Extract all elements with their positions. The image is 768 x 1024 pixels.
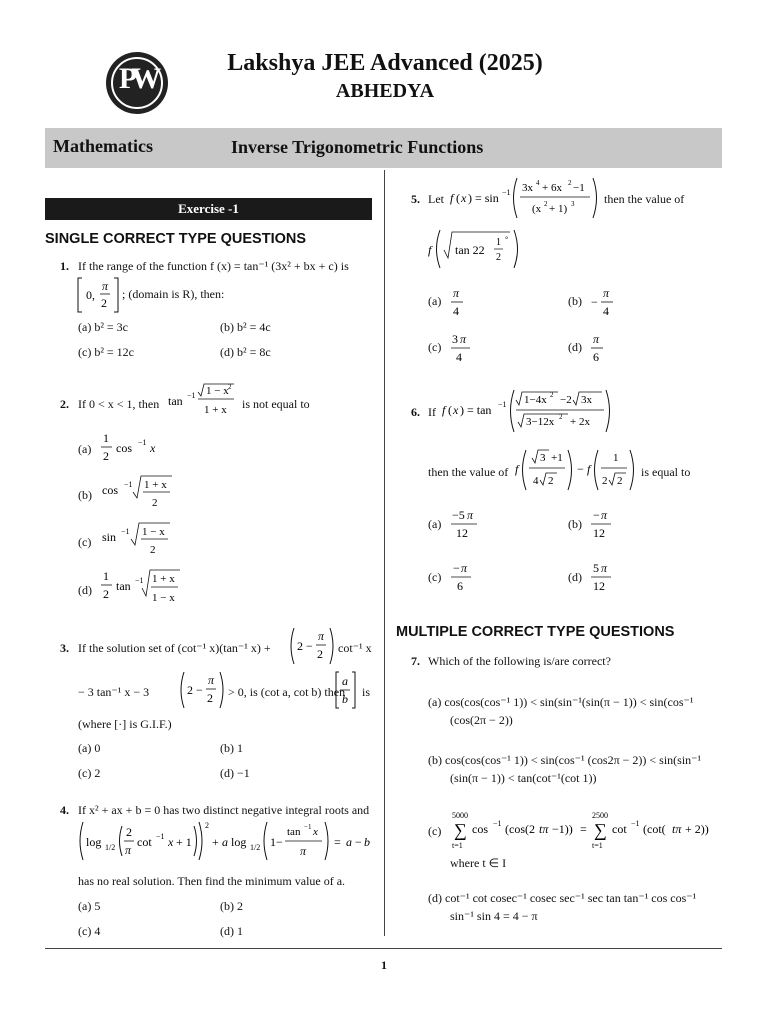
svg-text:cos: cos — [102, 483, 118, 497]
q5-option-d-label: (d) — [568, 340, 582, 354]
svg-text:1: 1 — [496, 237, 501, 248]
svg-text:1 − x: 1 − x — [152, 592, 175, 604]
q6-option-b-expr — [590, 506, 620, 542]
q5-number: 5. — [411, 192, 420, 206]
svg-text:π: π — [300, 844, 307, 858]
q6-option-a-label: (a) — [428, 517, 442, 531]
q7-number: 7. — [411, 654, 420, 668]
svg-text:f: f — [428, 243, 432, 257]
q1-option-a: (a) b² = 3c — [78, 320, 129, 334]
svg-text:a: a — [346, 835, 352, 849]
svg-text:π: π — [601, 561, 608, 575]
pw-logo — [106, 52, 168, 114]
svg-text:−: − — [593, 508, 600, 522]
q2-option-d-label: (d) — [78, 583, 92, 597]
svg-text:2: 2 — [548, 475, 554, 487]
svg-text:π: π — [461, 561, 468, 575]
q2-option-c-label: (c) — [78, 535, 92, 549]
svg-text:π: π — [601, 508, 608, 522]
svg-text:cos: cos — [472, 822, 488, 836]
svg-text:1: 1 — [103, 569, 109, 583]
svg-text:−5: −5 — [452, 508, 465, 522]
svg-text:x: x — [461, 191, 467, 205]
svg-text:2: 2 — [103, 587, 109, 601]
q5-option-a-expr — [450, 284, 470, 320]
q7-option-b-line1: (b) cos(cos(cos⁻¹ 1)) < sin(cos⁻¹ (cos2π − 2)) < sin(sin⁻¹ — [428, 753, 702, 767]
svg-text:π: π — [460, 332, 467, 346]
svg-text:+ 2)): + 2)) — [685, 822, 709, 836]
svg-text:2 −: 2 − — [297, 639, 313, 653]
svg-text:2: 2 — [101, 296, 107, 310]
svg-text:∑: ∑ — [594, 820, 607, 840]
svg-text:1 + x: 1 + x — [204, 404, 227, 416]
q5-option-c-label: (c) — [428, 340, 442, 354]
svg-text:1−: 1− — [270, 835, 283, 849]
svg-text:3x: 3x — [581, 394, 592, 406]
svg-text:2: 2 — [152, 497, 158, 509]
svg-text:b: b — [342, 692, 348, 706]
svg-text:t=1: t=1 — [592, 841, 603, 850]
svg-text:+ 1: + 1 — [176, 835, 192, 849]
svg-text:−1: −1 — [631, 819, 640, 828]
svg-text:−1: −1 — [498, 400, 507, 409]
svg-text:2: 2 — [602, 475, 608, 487]
svg-text:=: = — [334, 835, 341, 849]
svg-text:t=1: t=1 — [452, 841, 463, 850]
svg-text:tan 22: tan 22 — [455, 243, 485, 257]
q7-option-a-line2: (cos(2π − 2)) — [450, 713, 513, 727]
svg-text:−1: −1 — [138, 438, 147, 447]
q7-option-d-line2: sin⁻¹ sin 4 = 4 − π — [450, 909, 538, 923]
q6-pre: If — [428, 405, 436, 419]
svg-text:2: 2 — [496, 252, 501, 263]
svg-text:cot: cot — [137, 835, 152, 849]
svg-text:−1: −1 — [121, 527, 130, 536]
q3-gif-fraction — [334, 670, 358, 710]
svg-text:π: π — [603, 286, 610, 300]
q3-line1a: If the solution set of (cot⁻¹ x)(tan⁻¹ x) + — [78, 641, 271, 655]
subject-band — [45, 128, 722, 168]
svg-text:2: 2 — [550, 391, 554, 399]
svg-text:3−12x: 3−12x — [526, 416, 555, 428]
svg-text:3: 3 — [540, 452, 546, 464]
svg-text:cos: cos — [116, 441, 132, 455]
q2-option-d-expr — [100, 566, 190, 608]
q3-line2a: − 3 tan⁻¹ x − 3 — [78, 685, 150, 699]
svg-text:tπ: tπ — [672, 822, 682, 836]
svg-text:2: 2 — [559, 413, 563, 421]
q2-pre: If 0 < x < 1, then — [78, 397, 160, 411]
q3-line3: (where [·] is G.I.F.) — [78, 717, 172, 731]
q3-paren-expr-2 — [178, 670, 228, 710]
svg-text:4: 4 — [536, 179, 540, 187]
svg-text:2: 2 — [126, 825, 132, 839]
svg-text:a: a — [342, 674, 348, 688]
q5-evaluate — [428, 226, 528, 272]
q6-line2-post: is equal to — [641, 465, 691, 479]
q3-line2b: > 0, is (cot a, cot b) then — [228, 685, 346, 699]
q6-evaluate — [515, 446, 640, 494]
q3-option-b: (b) 1 — [220, 741, 243, 755]
q6-line2-pre: then the value of — [428, 465, 509, 479]
logo-text: PW — [118, 62, 156, 95]
svg-text:5: 5 — [593, 561, 599, 575]
svg-text:3: 3 — [571, 200, 575, 208]
q2-option-a-expr — [100, 428, 170, 466]
svg-text:(cot(: (cot( — [643, 822, 666, 836]
svg-text:+ 2x: + 2x — [570, 416, 590, 428]
svg-text:4: 4 — [603, 304, 609, 318]
svg-text:+: + — [212, 835, 219, 849]
svg-text:f: f — [450, 191, 454, 205]
svg-text:f: f — [515, 462, 519, 476]
svg-text:−1: −1 — [573, 182, 585, 194]
svg-text:4: 4 — [453, 304, 459, 318]
svg-text:π: π — [125, 843, 132, 857]
q2-option-c-expr — [100, 519, 180, 559]
q6-function — [442, 386, 614, 436]
svg-text:−1: −1 — [493, 819, 502, 828]
q3-option-d: (d) −1 — [220, 766, 250, 780]
svg-text:1−4x: 1−4x — [524, 394, 547, 406]
q5-option-b-label: (b) — [568, 294, 582, 308]
svg-text:3x: 3x — [522, 182, 533, 194]
q4-option-a: (a) 5 — [78, 899, 101, 913]
section-multiple-correct: MULTIPLE CORRECT TYPE QUESTIONS — [396, 624, 675, 640]
svg-text:tan: tan — [116, 579, 131, 593]
svg-text:−: − — [591, 295, 598, 309]
svg-text:x: x — [150, 441, 156, 455]
svg-text:2 −: 2 − — [187, 683, 203, 697]
q3-line2c: is — [362, 685, 371, 699]
svg-text:−1)): −1)) — [552, 822, 573, 836]
svg-text:2: 2 — [568, 179, 572, 187]
svg-text:2: 2 — [617, 475, 623, 487]
svg-text:(: ( — [456, 191, 460, 205]
svg-text:(: ( — [448, 403, 452, 417]
q7-option-a-line1: (a) cos(cos(cos⁻¹ 1)) < sin(sin⁻¹(sin(π − 1)) < sin(cos⁻¹ — [428, 695, 694, 709]
q7-stem: Which of the following is/are correct? — [428, 654, 611, 668]
svg-text:π: π — [318, 629, 325, 643]
q1-line2: ; (domain is R), then: — [122, 287, 225, 301]
svg-text:1 + x: 1 + x — [152, 573, 175, 585]
q2-option-b-expr — [100, 472, 180, 512]
svg-text:cot: cot — [612, 822, 627, 836]
q5-function — [450, 174, 602, 222]
svg-text:1 − x: 1 − x — [206, 385, 229, 397]
svg-text:π: π — [453, 286, 460, 300]
svg-text:6: 6 — [593, 350, 599, 364]
svg-text:1 − x: 1 − x — [142, 526, 165, 538]
q5-option-c-expr — [450, 330, 476, 366]
q1-line1: If the range of the function f (x) = tan⁻¹ (3x² + bx + c) is — [78, 259, 349, 273]
svg-text:x: x — [453, 403, 459, 417]
q2-post: is not equal to — [242, 397, 310, 411]
subject-label: Mathematics — [53, 136, 153, 156]
svg-text:+ 6x: + 6x — [542, 182, 562, 194]
svg-text:π: π — [208, 673, 215, 687]
q5-option-b-expr — [590, 284, 620, 320]
q6-option-c-expr — [450, 559, 480, 595]
svg-text:−1: −1 — [135, 576, 144, 585]
q3-option-c: (c) 2 — [78, 766, 101, 780]
svg-text:+1: +1 — [551, 452, 563, 464]
svg-text:2: 2 — [150, 544, 156, 556]
q5-option-a-label: (a) — [428, 294, 442, 308]
page-title: Lakshya JEE Advanced (2025) — [227, 50, 543, 76]
q4-number: 4. — [60, 803, 69, 817]
svg-text:−1: −1 — [124, 480, 133, 489]
q3-line1b: cot⁻¹ x — [338, 641, 372, 655]
svg-text:−: − — [355, 835, 362, 849]
q4-option-d: (d) 1 — [220, 924, 243, 938]
svg-text:+ 1): + 1) — [549, 203, 568, 215]
q5-post: then the value of — [604, 192, 685, 206]
svg-text:tan: tan — [287, 826, 301, 838]
svg-text:2: 2 — [205, 821, 209, 830]
section-single-correct: SINGLE CORRECT TYPE QUESTIONS — [45, 231, 307, 247]
svg-text:2: 2 — [228, 383, 232, 391]
q4-equation — [76, 818, 376, 864]
q4-line3: has no real solution. Then find the minimum value of a. — [78, 874, 346, 888]
svg-text:log: log — [231, 835, 247, 849]
q6-option-b-label: (b) — [568, 517, 582, 531]
svg-text:) = tan: ) = tan — [460, 403, 492, 417]
svg-text:π: π — [467, 508, 474, 522]
svg-text:2: 2 — [544, 200, 548, 208]
q5-pre: Let — [428, 192, 444, 206]
svg-text:1: 1 — [613, 452, 619, 464]
svg-text:−: − — [577, 462, 584, 476]
svg-text:1/2: 1/2 — [250, 843, 261, 852]
topic-label: Inverse Trigonometric Functions — [231, 137, 484, 157]
q3-number: 3. — [60, 641, 69, 655]
q7-option-c-label: (c) — [428, 824, 442, 838]
svg-text:3: 3 — [452, 332, 458, 346]
svg-text:4: 4 — [533, 475, 539, 487]
svg-text:∑: ∑ — [454, 820, 467, 840]
svg-text:−: − — [453, 561, 460, 575]
svg-text:(x: (x — [532, 203, 542, 215]
svg-text:−1: −1 — [304, 823, 312, 831]
svg-text:12: 12 — [593, 579, 605, 593]
svg-text:x: x — [313, 826, 318, 838]
q6-option-d-label: (d) — [568, 570, 582, 584]
footer-rule — [45, 948, 722, 949]
svg-text:) = sin: ) = sin — [468, 191, 499, 205]
page-subtitle: ABHEDYA — [335, 80, 435, 102]
q3-paren-expr — [288, 626, 338, 666]
svg-text:f: f — [442, 403, 446, 417]
q7-option-c-line2: where t ∈ I — [450, 856, 507, 870]
q2-expression — [166, 378, 238, 420]
svg-text:1/2: 1/2 — [105, 843, 116, 852]
svg-text:0,: 0, — [86, 288, 95, 302]
svg-text:b: b — [364, 835, 370, 849]
svg-text:5000: 5000 — [452, 811, 468, 820]
svg-text:−2: −2 — [560, 394, 572, 406]
svg-text:2: 2 — [103, 449, 109, 463]
svg-text:6: 6 — [457, 579, 463, 593]
q7-option-d-line1: (d) cot⁻¹ cot cosec⁻¹ cosec sec⁻¹ sec tan tan⁻¹ cos cos⁻¹ — [428, 891, 697, 905]
svg-text:π: π — [593, 332, 600, 346]
q1-option-b: (b) b² = 4c — [220, 320, 271, 334]
q7-option-c-expr — [448, 806, 716, 852]
q3-option-a: (a) 0 — [78, 741, 101, 755]
svg-text:tan: tan — [168, 394, 183, 408]
q1-option-c: (c) b² = 12c — [78, 345, 135, 359]
svg-text:1: 1 — [103, 431, 109, 445]
svg-text:2500: 2500 — [592, 811, 608, 820]
svg-text:−1: −1 — [156, 832, 165, 841]
page-number: 1 — [381, 958, 387, 972]
q6-option-a-expr — [450, 506, 484, 542]
svg-text:°: ° — [505, 235, 509, 244]
q7-option-b-line2: (sin(π − 1)) < tan(cot⁻¹(cot 1)) — [450, 771, 597, 785]
svg-text:2: 2 — [207, 691, 213, 705]
q5-option-d-expr — [590, 330, 610, 366]
q6-number: 6. — [411, 405, 420, 419]
svg-text:−1: −1 — [502, 188, 511, 197]
q2-option-a-label: (a) — [78, 442, 92, 456]
svg-text:−1: −1 — [187, 391, 196, 400]
q6-option-d-expr — [590, 559, 620, 595]
svg-text:1 + x: 1 + x — [144, 479, 167, 491]
svg-text:sin: sin — [102, 530, 117, 544]
q1-number: 1. — [60, 259, 69, 273]
svg-text:π: π — [102, 279, 109, 293]
q6-option-c-label: (c) — [428, 570, 442, 584]
svg-text:tπ: tπ — [539, 822, 549, 836]
svg-text:4: 4 — [456, 350, 462, 364]
column-divider — [384, 170, 385, 936]
q1-option-d: (d) b² = 8c — [220, 345, 271, 359]
svg-text:2: 2 — [317, 647, 323, 661]
svg-text:x: x — [168, 835, 174, 849]
q2-option-b-label: (b) — [78, 488, 92, 502]
q4-option-b: (b) 2 — [220, 899, 243, 913]
q4-line1: If x² + ax + b = 0 has two distinct negative integral roots and — [78, 803, 370, 817]
q2-number: 2. — [60, 397, 69, 411]
svg-text:f: f — [587, 462, 591, 476]
svg-text:(cos(2: (cos(2 — [505, 822, 535, 836]
svg-text:log: log — [86, 835, 102, 849]
q4-option-c: (c) 4 — [78, 924, 101, 938]
svg-text:12: 12 — [593, 526, 605, 540]
exercise-bar: Exercise -1 — [45, 198, 372, 220]
svg-text:=: = — [580, 822, 587, 836]
svg-text:a: a — [222, 835, 228, 849]
svg-text:12: 12 — [456, 526, 468, 540]
